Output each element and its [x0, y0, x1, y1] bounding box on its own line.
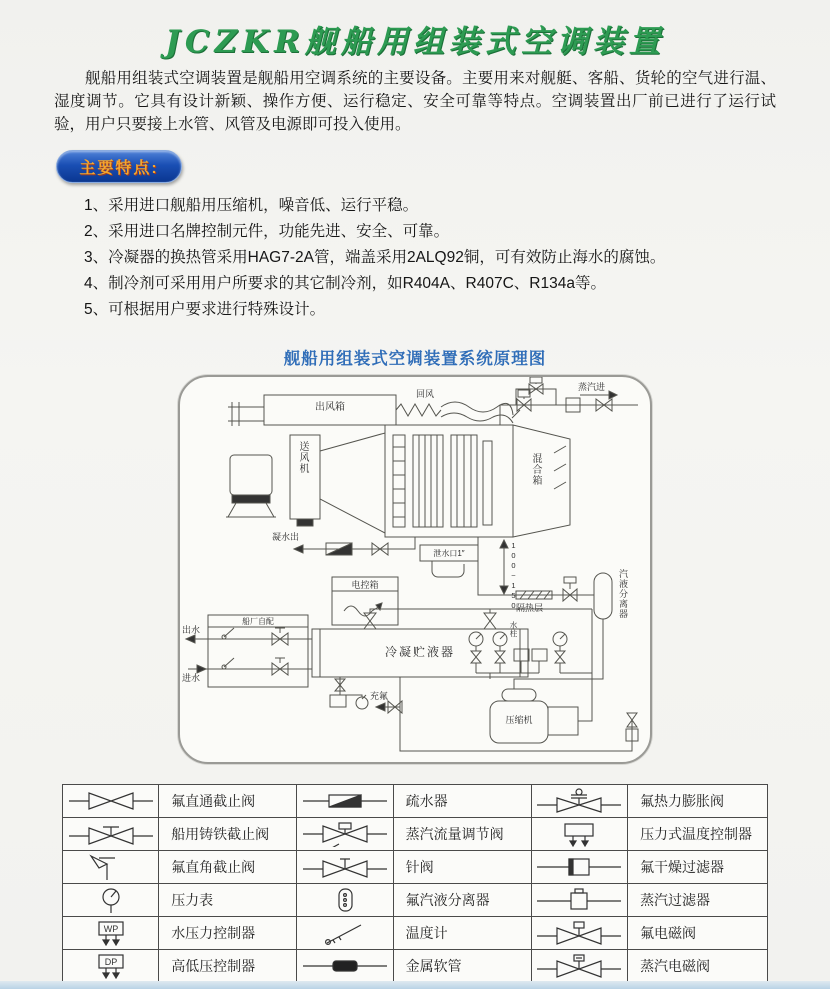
table-row	[63, 851, 768, 884]
symbol-legend-table	[62, 784, 768, 983]
legend-name-cell: 疏水器	[393, 785, 531, 818]
water-out-label: 出水	[182, 625, 201, 635]
scanned-brochure-page	[0, 16, 830, 989]
legend-name-cell: 氟汽液分离器	[393, 884, 531, 917]
steam-piping-shape	[500, 377, 638, 425]
features-badge	[56, 150, 182, 183]
steam-in-label: 蒸汽进	[578, 382, 606, 392]
svg-text:DP: DP	[104, 957, 117, 967]
fan-motor-shape	[226, 455, 276, 517]
mixing-box-label: 混合箱	[530, 453, 541, 486]
legend-name-cell: 氟直角截止阀	[159, 851, 297, 884]
outlet-box-label: 出风箱	[315, 402, 345, 413]
legend-name-cell: 氟电磁阀	[628, 917, 768, 950]
legend-name-cell: 水压力控制器	[159, 917, 297, 950]
feature-item: 5、可根据用户要求进行特殊设计。	[84, 301, 326, 318]
separator-shape	[594, 573, 612, 619]
legend-name-cell: 蒸汽流量调节阀	[393, 818, 531, 851]
shipyard-label: 船厂自配	[242, 617, 274, 626]
legend-name-cell: 温度计	[393, 917, 531, 950]
intro-paragraph: 舰船用组装式空调装置是舰船用空调系统的主要设备。主要用来对舰艇、客船、货轮的空气进行温、湿度调节。它具有设计新颖、操作方便、运行稳定、安全可靠等特点。空调装置出厂前已进行了运行试验，用户只要接上水管、风管及电源即可投入使用。	[54, 70, 776, 133]
water-pressure-controller-icon	[69, 924, 153, 940]
table-row	[63, 818, 768, 851]
legend-name-cell: 氟干燥过滤器	[628, 851, 768, 884]
water-column-label: 100~150 水柱	[509, 541, 518, 638]
separator-label: 汽液分离器	[618, 569, 628, 619]
legend-name-cell: 压力式温度控制器	[628, 818, 768, 851]
compressor-label: 压缩机	[505, 715, 533, 725]
system-schematic	[178, 375, 652, 764]
pressure-temp-controller-icon	[537, 825, 621, 841]
supply-fan-label: 送风机	[297, 441, 308, 474]
diagram-title: 舰船用组装式空调装置系统原理图	[283, 350, 547, 368]
steam-trap-icon	[303, 792, 387, 808]
return-air-label: 回风	[416, 389, 435, 399]
expansion-valve-icon	[537, 792, 621, 808]
table-row	[63, 950, 768, 983]
dimension-arrow-shape	[500, 540, 508, 594]
pressure-gauge-icon	[69, 891, 153, 907]
angle-stop-valve-icon	[69, 858, 153, 874]
needle-valve-icon	[303, 858, 387, 874]
straight-stop-valve-icon	[69, 792, 153, 808]
table-row	[63, 884, 768, 917]
legend-name-cell: 氟直通截止阀	[159, 785, 297, 818]
water-in-label: 进水	[182, 673, 201, 683]
metal-hose-icon	[303, 957, 387, 973]
features-badge-label: 主要特点:	[79, 160, 159, 177]
receiver-label: 冷凝贮液器	[384, 645, 455, 659]
svg-text:WP: WP	[103, 924, 118, 934]
mixing-box-shape	[513, 425, 570, 537]
feature-item: 2、采用进口名牌控制元件，功能先进、安全、可靠。	[84, 223, 450, 240]
legend-name-cell: 船用铸铁截止阀	[159, 818, 297, 851]
table-row	[63, 785, 768, 818]
legend-name-cell: 针阀	[393, 851, 531, 884]
insulation-label: 隔热层	[516, 603, 544, 613]
legend-name-cell: 压力表	[159, 884, 297, 917]
features-list	[84, 193, 830, 323]
page-edge-strip	[0, 981, 830, 989]
legend-name-cell: 氟热力膨胀阀	[628, 785, 768, 818]
steam-filter-icon	[537, 891, 621, 907]
legend-name-cell: 蒸汽电磁阀	[628, 950, 768, 983]
control-box-label: 电控箱	[351, 580, 379, 590]
receiver-instruments-shape	[330, 677, 368, 709]
steam-flow-valve-icon	[303, 825, 387, 841]
legend-name-cell: 蒸汽过滤器	[628, 884, 768, 917]
page-title: JCZKR舰船用组装式空调装置	[165, 24, 665, 60]
liquid-line-shape	[376, 677, 638, 751]
receiver-shape	[312, 609, 592, 677]
condensate-line-shape	[294, 537, 415, 555]
legend-name-cell: 高低压控制器	[159, 950, 297, 983]
drain-port-label: 泄水口1″	[433, 549, 465, 558]
separator-icon	[303, 891, 387, 907]
charge-label: 充氟	[370, 691, 389, 701]
steam-solenoid-icon	[537, 957, 621, 973]
legend-name-cell: 金属软管	[393, 950, 531, 983]
marine-stop-valve-icon	[69, 825, 153, 841]
feature-item: 4、制冷剂可采用用户所要求的其它制冷剂，如R404A、R407C、R134a等。	[84, 275, 606, 292]
schematic-drawing	[180, 377, 650, 762]
condensate-out-label: 凝水出	[272, 532, 300, 542]
table-row	[63, 917, 768, 950]
feature-item: 1、采用进口舰船用压缩机，噪音低、运行平稳。	[84, 197, 419, 214]
fluorine-solenoid-icon	[537, 924, 621, 940]
thermometer-icon	[303, 924, 387, 940]
drying-filter-icon	[537, 858, 621, 874]
high-low-pressure-controller-icon	[69, 957, 153, 973]
feature-item: 3、冷凝器的换热管采用HAG7-2A管，端盖采用2ALQ92铜，可有效防止海水的腐蚀。	[84, 249, 666, 266]
air-handler-shape	[385, 425, 513, 537]
